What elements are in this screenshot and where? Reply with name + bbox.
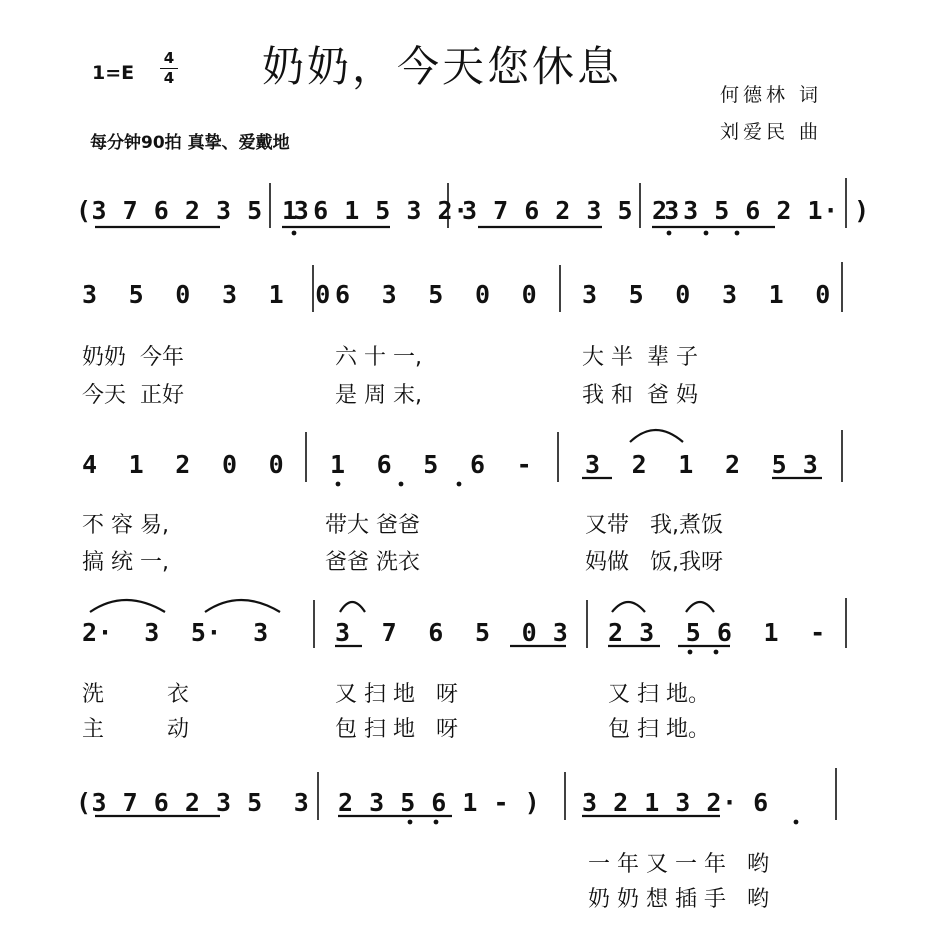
measure: 2 3 5 6 1 - [608, 618, 826, 647]
octave-dot [457, 482, 462, 487]
lyricist: 何德林 词 [720, 84, 823, 106]
slur [205, 600, 280, 612]
lyric: 一 年 又 一 年 哟 [588, 852, 769, 877]
measure: 3 2 1 2 5 3 [585, 450, 819, 479]
lyric: 又带 我,煮饭 [585, 513, 723, 538]
lyric: 大 半 辈 子 [582, 345, 698, 370]
slur [90, 600, 165, 612]
measure: (3 7 6 2 3 5 3 [76, 788, 310, 817]
measure: 3 5 0 3 1 0 [82, 280, 331, 309]
lyric: 今天 正好 [82, 383, 184, 408]
key-signature: 1=E [92, 62, 135, 84]
octave-dot [714, 650, 719, 655]
lyric: 六 十 一, [335, 345, 422, 370]
lyric: 我 和 爸 妈 [582, 383, 698, 408]
lyric: 奶 奶 想 插 手 哟 [588, 887, 769, 912]
measure: 6 3 5 0 0 [335, 280, 538, 309]
measure: 2 3 5 6 2 1· ) [652, 196, 870, 225]
lyric: 是 周 末, [335, 383, 422, 408]
octave-dot [292, 231, 297, 236]
lyric: 主 动 [82, 717, 189, 742]
measure: 2· 3 5· 3 [82, 618, 269, 647]
measure: (3 7 6 2 3 5 3 [76, 196, 310, 225]
tempo-marking: 每分钟90拍 真挚、爱戴地 [90, 133, 290, 153]
lyric: 洗 衣 [82, 682, 189, 707]
octave-dot [408, 820, 413, 825]
time-signature-bottom: 4 [163, 69, 175, 87]
slur [612, 602, 645, 612]
lyric: 又 扫 地 呀 [335, 682, 458, 707]
lyric: 带大 爸爸 [325, 513, 420, 538]
measure: 3 5 0 3 1 0 [582, 280, 831, 309]
measure: 2 3 5 6 1 - ) [338, 788, 541, 817]
lyric: 爸爸 洗衣 [325, 550, 420, 575]
lyric: 又 扫 地。 [608, 682, 710, 707]
composer: 刘爱民 曲 [720, 121, 823, 143]
octave-dot [688, 650, 693, 655]
octave-dot [434, 820, 439, 825]
octave-dot [735, 231, 740, 236]
octave-dot [704, 231, 709, 236]
lyric: 搞 统 一, [82, 550, 169, 575]
lyric: 包 扫 地。 [608, 717, 710, 742]
octave-dot [794, 820, 799, 825]
slur [686, 602, 714, 612]
octave-dot [399, 482, 404, 487]
lyric: 不 容 易, [82, 513, 169, 538]
octave-dot [336, 482, 341, 487]
slur [630, 430, 683, 442]
measure: 4 1 2 0 0 [82, 450, 285, 479]
measure: 1 6 1 5 3 2· [282, 196, 469, 225]
lyric: 包 扫 地 呀 [335, 717, 458, 742]
measure: 1 6 5 6 - [330, 450, 533, 479]
lyric: 奶奶 今年 [82, 345, 184, 370]
slur [340, 602, 365, 612]
lyric: 妈做 饭,我呀 [585, 550, 723, 575]
measure: 3 7 6 2 3 5 3 [462, 196, 680, 225]
song-title: 奶奶，今天您休息 [262, 42, 623, 91]
measure: 3 7 6 5 0 3 [335, 618, 569, 647]
time-signature-top: 4 [163, 49, 175, 67]
measure: 3 2 1 3 2· 6 [582, 788, 769, 817]
octave-dot [667, 231, 672, 236]
